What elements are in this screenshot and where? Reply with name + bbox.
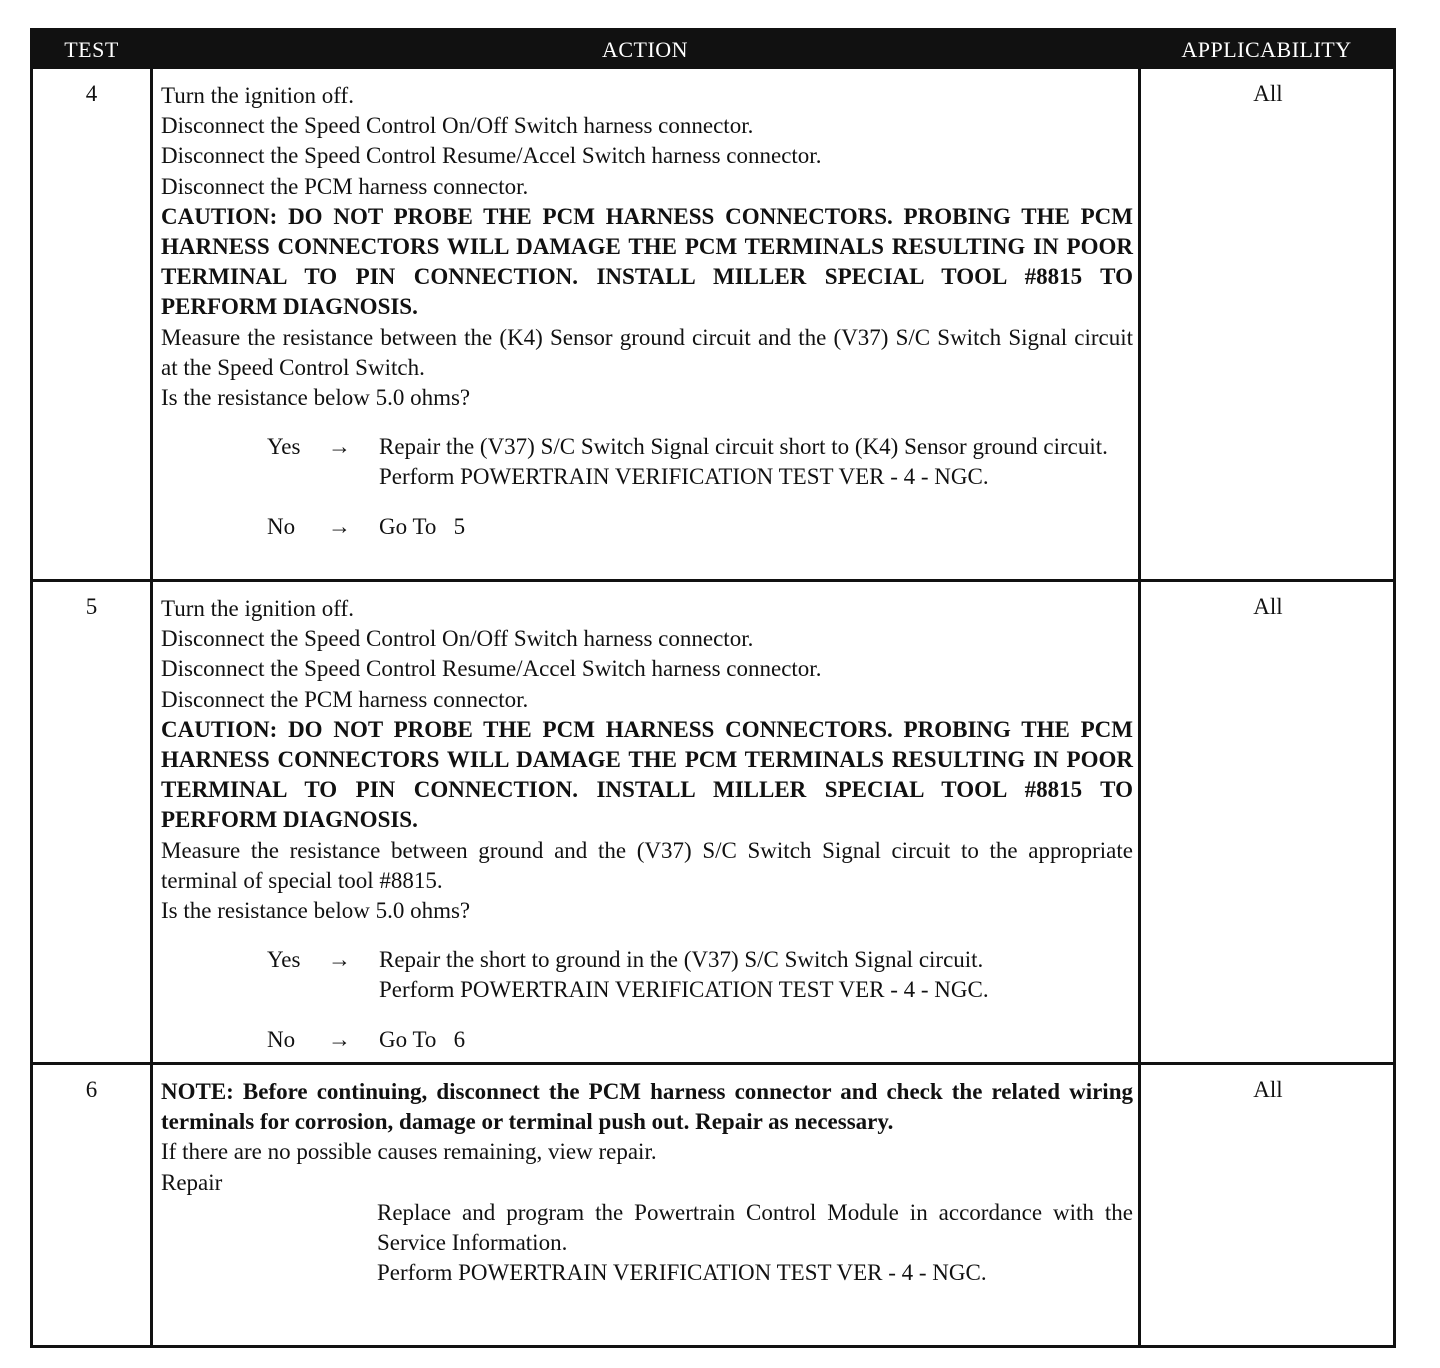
question-text: Is the resistance below 5.0 ohms? — [161, 385, 471, 411]
arrow-icon: → — [328, 1026, 351, 1052]
caution-text: CAUTION: DO NOT PROBE THE PCM HARNESS CONNECTORS. PROBING THE PCM HARNESS CONNECTORS WILL DAMAGE THE PCM TERMINALS RESULTING IN POOR TERMINAL TO PIN CONNECTION. INSTALL MILLER SPECIAL TOOL #8815 TO PERFORM DIAGNOSIS. — [161, 716, 1133, 833]
yes-label: Yes — [267, 947, 301, 973]
header-applicability: APPLICABILITY — [1181, 37, 1352, 62]
repair-label: Repair — [161, 1169, 223, 1195]
yes-response — [161, 432, 1133, 492]
no-label: No — [267, 1026, 296, 1052]
applicability-value: All — [1253, 81, 1283, 106]
step-text: Turn the ignition off. — [161, 83, 354, 108]
repair-verification: Perform POWERTRAIN VERIFICATION TEST VER - 4 - NGC. — [377, 1260, 987, 1286]
test-number: 5 — [85, 594, 98, 619]
step-text: Turn the ignition off. — [161, 596, 354, 621]
yes-action: Repair the (V37) S/C Switch Signal circuit short to (K4) Sensor ground circuit. — [379, 434, 1108, 460]
diagnostic-table — [30, 28, 1396, 1348]
test-number: 4 — [85, 81, 98, 106]
note-text: NOTE: Before continuing, disconnect the PCM harness connector and check the related wiring terminals for corrosion, damage or terminal push out. Repair as necessary. — [161, 1079, 1133, 1135]
question-text: Is the resistance below 5.0 ohms? — [161, 898, 471, 924]
yes-verification: Perform POWERTRAIN VERIFICATION TEST VER - 4 - NGC. — [379, 464, 989, 490]
header-action: ACTION — [601, 37, 689, 62]
repair-body — [377, 1198, 1133, 1289]
caution-text: CAUTION: DO NOT PROBE THE PCM HARNESS CONNECTORS. PROBING THE PCM HARNESS CONNECTORS WILL DAMAGE THE PCM TERMINALS RESULTING IN POOR TERMINAL TO PIN CONNECTION. INSTALL MILLER SPECIAL TOOL #8815 TO PERFORM DIAGNOSIS. — [161, 203, 1133, 320]
no-action: Go To 5 — [379, 513, 466, 539]
step-text: Disconnect the Speed Control Resume/Accel Switch harness connector. — [161, 143, 822, 169]
applicability-value: All — [1253, 594, 1283, 619]
action-cell — [161, 594, 1133, 1055]
repair-action: Replace and program the Powertrain Control Module in accordance with the Service Information. — [377, 1199, 1133, 1256]
yes-label: Yes — [267, 434, 301, 460]
arrow-icon: → — [328, 434, 351, 460]
table-row — [33, 582, 1393, 1062]
action-cell — [161, 81, 1133, 542]
step-text: Disconnect the Speed Control On/Off Switch harness connector. — [161, 113, 754, 139]
applicability-value: All — [1253, 1077, 1283, 1102]
measure-text: Measure the resistance between the (K4) Sensor ground circuit and the (V37) S/C Switch Signal circuit at the Speed Control Switch. — [161, 324, 1133, 380]
yes-verification: Perform POWERTRAIN VERIFICATION TEST VER - 4 - NGC. — [379, 977, 989, 1003]
arrow-icon: → — [328, 513, 351, 539]
step-text: Disconnect the Speed Control Resume/Accel Switch harness connector. — [161, 656, 822, 682]
yes-action: Repair the short to ground in the (V37) S/C Switch Signal circuit. — [379, 947, 984, 973]
step-text: Disconnect the Speed Control On/Off Switch harness connector. — [161, 626, 754, 652]
table-row — [33, 1065, 1393, 1345]
yes-response — [161, 945, 1133, 1005]
arrow-icon: → — [328, 947, 351, 973]
step-text: Disconnect the PCM harness connector. — [161, 686, 529, 712]
test-number: 6 — [85, 1077, 98, 1102]
action-cell — [161, 1077, 1133, 1288]
no-label: No — [267, 513, 296, 539]
header-test: TEST — [64, 37, 119, 62]
table-row — [33, 69, 1393, 579]
step-text: Disconnect the PCM harness connector. — [161, 173, 529, 199]
no-action: Go To 6 — [379, 1026, 466, 1052]
step-text: If there are no possible causes remaining, view repair. — [161, 1139, 657, 1165]
no-response — [161, 1025, 1133, 1055]
measure-text: Measure the resistance between ground and the (V37) S/C Switch Signal circuit to the appropriate terminal of special tool #8815. — [161, 837, 1133, 893]
no-response — [161, 512, 1133, 542]
table-header — [33, 31, 1393, 69]
